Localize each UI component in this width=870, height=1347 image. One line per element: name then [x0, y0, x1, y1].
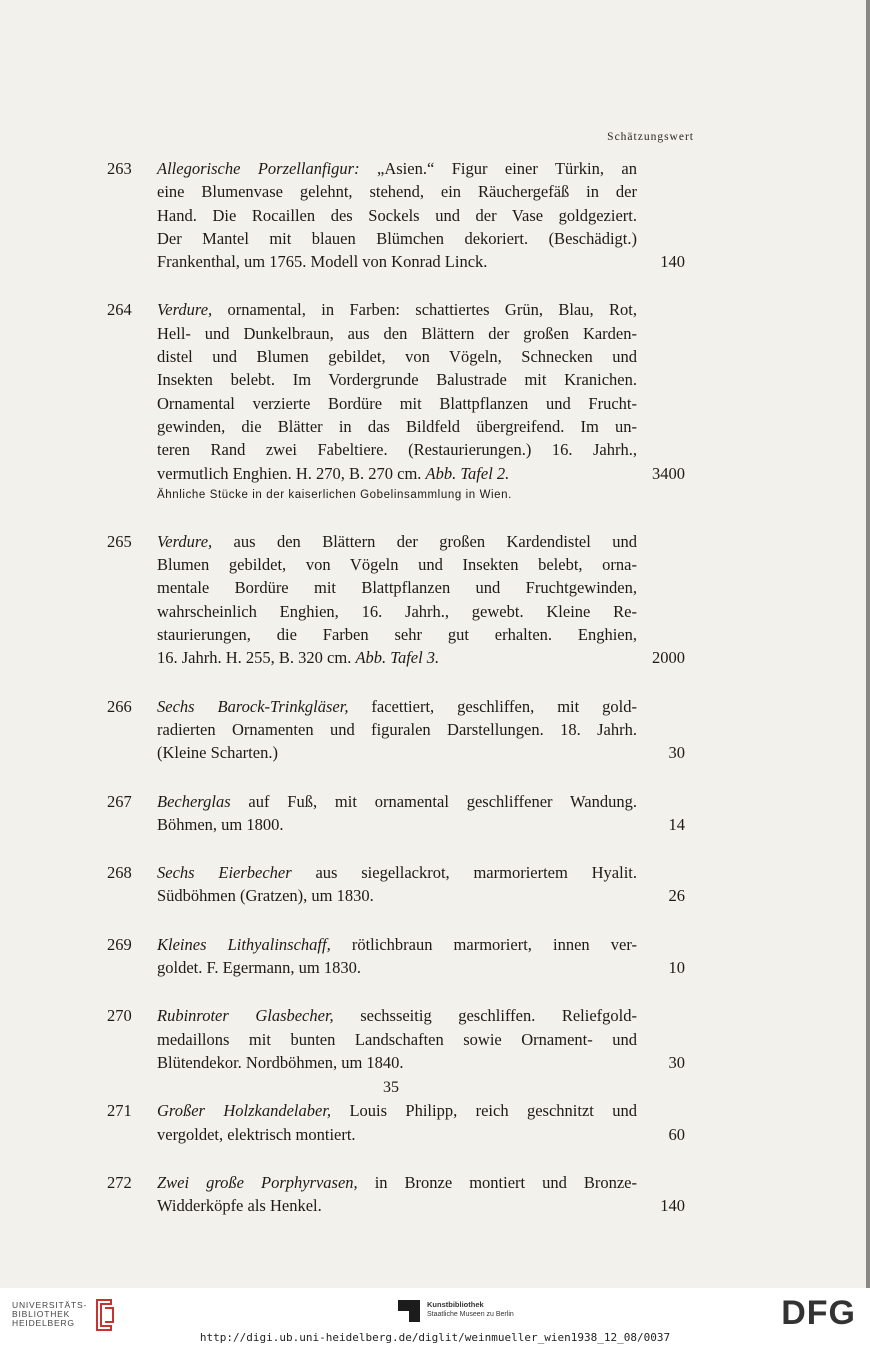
estimate-price: 60 [668, 1124, 685, 1144]
entry-text: Hand. Die Rocaillen des Sockels und der Vase goldgeziert. [157, 205, 637, 225]
university-library-name [12, 1301, 87, 1328]
entry-line [157, 933, 637, 956]
column-header-estimate: Schätzungswert [607, 131, 694, 143]
entry-text: vermutlich Enghien. H. 270, B. 270 cm. [157, 463, 426, 483]
entry-text: auf Fuß, mit ornamental geschliffener Wandung. [230, 791, 637, 811]
entry-text: aus siegellackrot, marmoriertem Hyalit. [291, 863, 637, 883]
entry-text: distel und Blumen gebildet, von Vögeln, Schnecken und [157, 347, 637, 367]
entry-line [157, 157, 637, 180]
catalog-entry [0, 1099, 866, 1146]
entry-text: in Bronze montiert und Bronze- [357, 1172, 637, 1192]
entry-title: Rubinroter Glasbecher, [157, 1006, 334, 1026]
kunstbibliothek-text [427, 1300, 514, 1319]
entry-text: wahrscheinlich Enghien, 16. Jahrh., gewebt. Kleine Re- [157, 601, 637, 621]
catalog-entry [0, 1171, 866, 1218]
entry-title: Sechs Eierbecher [157, 863, 292, 883]
entry-line [157, 646, 637, 669]
entry-line [157, 345, 637, 368]
entry-line [157, 1194, 637, 1217]
page-number: 35 [383, 1079, 399, 1096]
entry-line [157, 368, 637, 391]
entry-line [157, 250, 637, 273]
entry-description [157, 1099, 637, 1146]
catalog-entry [0, 298, 866, 504]
entry-text: rötlichbraun marmoriert, innen ver- [330, 934, 637, 954]
entry-text: vergoldet, elektrisch montiert. [157, 1124, 356, 1144]
entry-number: 264 [107, 300, 132, 320]
entry-number: 267 [107, 791, 132, 811]
entry-line [157, 576, 637, 599]
entry-line [157, 1028, 637, 1051]
university-line: HEIDELBERG [12, 1317, 75, 1328]
entry-title: Verdure, [157, 300, 213, 320]
entry-text: Böhmen, um 1800. [157, 814, 284, 834]
catalog-entry [0, 790, 866, 837]
catalog-entry [0, 530, 866, 670]
entry-text: Blumen gebildet, von Vögeln und Insekten belebt, orna- [157, 555, 637, 575]
entry-number: 266 [107, 696, 132, 716]
entry-text: Louis Philipp, reich geschnitzt und [331, 1101, 637, 1121]
entry-line [157, 1171, 637, 1194]
entry-text: Ornamental verzierte Bordüre mit Blattpflanzen und Frucht- [157, 393, 637, 413]
entry-title: Becherglas [157, 791, 231, 811]
catalog-entry [0, 157, 866, 273]
estimate-price: 26 [668, 886, 685, 906]
entry-line [157, 322, 637, 345]
estimate-price: 2000 [652, 648, 685, 668]
university-line: UNIVERSITÄTS- [12, 1299, 88, 1310]
entry-text: eine Blumenvase gelehnt, stehend, ein Räuchergefäß in der [157, 182, 637, 202]
entry-line [157, 392, 637, 415]
entry-line [157, 298, 637, 321]
entry-text: radierten Ornamenten und figuralen Darstellungen. 18. Jahrh. [157, 719, 637, 739]
entry-text: Hell- und Dunkelbraun, aus den Blättern der großen Karden- [157, 323, 637, 343]
entry-line [157, 180, 637, 203]
estimate-price: 14 [668, 814, 685, 834]
entry-description [157, 933, 637, 980]
entry-title: Kleines Lithyalinschaff, [157, 934, 331, 954]
entry-note: Ähnliche Stücke in der kaiserlichen Gobelinsammlung in Wien. [157, 488, 512, 501]
entry-line [157, 600, 637, 623]
entry-text: ornamental, in Farben: schattiertes Grün, Blau, Rot, [212, 300, 637, 320]
estimate-price: 140 [660, 252, 685, 272]
estimate-price: 30 [668, 1052, 685, 1072]
entry-text: Frankenthal, um 1765. Modell von Konrad Linck. [157, 252, 488, 272]
entry-line [157, 623, 637, 646]
catalog-entry [0, 933, 866, 980]
entry-description [157, 861, 637, 908]
entry-line [157, 462, 637, 485]
entry-title: Sechs Barock-Trinkgläser, [157, 696, 349, 716]
university-line: BIBLIOTHEK [12, 1308, 71, 1319]
estimate-price: 30 [668, 743, 685, 763]
catalog-entries [0, 157, 866, 1242]
entry-description [157, 298, 637, 504]
entry-number: 263 [107, 159, 132, 178]
entry-text: Insekten belebt. Im Vordergrunde Balustrade mit Kranichen. [157, 370, 637, 390]
entry-line [157, 1099, 637, 1122]
entry-text: Der Mantel mit blauen Blümchen dekoriert. (Beschädigt.) [157, 228, 637, 248]
entry-line [157, 227, 637, 250]
entry-description [157, 157, 637, 273]
entry-text: Blütendekor. Nordböhmen, um 1840. [157, 1052, 404, 1072]
kunstbibliothek-logo[interactable] [398, 1300, 514, 1322]
entry-title: Zwei große Porphyrvasen, [157, 1172, 358, 1192]
permalink-url[interactable]: http://digi.ub.uni-heidelberg.de/diglit/weinmueller_wien1938_12_08/0037 [199, 1331, 671, 1344]
estimate-price: 140 [660, 1196, 685, 1216]
entry-number: 268 [107, 863, 132, 883]
entry-description [157, 695, 637, 765]
entry-description [157, 530, 637, 670]
entry-line [157, 956, 637, 979]
entry-number: 269 [107, 934, 132, 954]
footer-bar [0, 1288, 870, 1347]
catalog-entry [0, 861, 866, 908]
entry-line [157, 415, 637, 438]
entry-line [157, 1123, 637, 1146]
entry-number: 265 [107, 531, 132, 551]
entry-line [157, 813, 637, 836]
catalog-entry [0, 695, 866, 765]
entry-line [157, 204, 637, 227]
university-library-logo[interactable] [12, 1296, 117, 1332]
kunstbibliothek-mark-icon [398, 1300, 420, 1322]
entry-title: Allegorische Porzellanfigur: [157, 159, 360, 178]
entry-text: Widderköpfe als Henkel. [157, 1196, 322, 1216]
entry-line [157, 530, 637, 553]
entry-text: medaillons mit bunten Landschaften sowie Ornament- und [157, 1029, 637, 1049]
entry-text: facettiert, geschliffen, mit gold- [348, 696, 637, 716]
entry-line [157, 1051, 637, 1074]
entry-number: 271 [107, 1101, 132, 1121]
entry-line [157, 884, 637, 907]
plate-reference: Abb. Tafel 2. [425, 463, 510, 483]
entry-title: Großer Holzkandelaber, [157, 1101, 332, 1121]
entry-line [157, 718, 637, 741]
entry-text: mentale Bordüre mit Blattpflanzen und Fruchtgewinden, [157, 578, 637, 598]
entry-text: Südböhmen (Gratzen), um 1830. [157, 886, 374, 906]
entry-text: staurierungen, die Farben sehr gut erhalten. Enghien, [157, 625, 637, 645]
entry-text: goldet. F. Egermann, um 1830. [157, 958, 361, 978]
entry-text: teren Rand zwei Fabeltiere. (Restaurierungen.) 16. Jahrh., [157, 440, 637, 460]
entry-number: 272 [107, 1172, 132, 1192]
entry-text: „Asien.“ Figur einer Türkin, an [359, 159, 637, 178]
entry-line [157, 1004, 637, 1027]
entry-line [157, 695, 637, 718]
entry-text: (Kleine Scharten.) [157, 743, 278, 763]
entry-description [157, 1004, 637, 1074]
entry-line [157, 861, 637, 884]
entry-text: gewinden, die Blätter in das Bildfeld übergreifend. Im un- [157, 416, 637, 436]
estimate-price: 3400 [652, 463, 685, 483]
university-seal-icon [93, 1296, 117, 1332]
entry-text: aus den Blättern der großen Kardendistel und [212, 531, 637, 551]
plate-reference: Abb. Tafel 3. [355, 648, 440, 668]
catalog-entry [0, 1004, 866, 1074]
estimate-price: 10 [668, 958, 685, 978]
entry-title: Verdure, [157, 531, 213, 551]
entry-description [157, 1171, 637, 1218]
entry-text: 16. Jahrh. H. 255, B. 320 cm. [157, 648, 356, 668]
entry-number: 270 [107, 1006, 132, 1026]
kunstbibliothek-name: Kunstbibliothek [427, 1300, 484, 1309]
entry-line [157, 790, 637, 813]
entry-line [157, 438, 637, 461]
entry-line [157, 553, 637, 576]
entry-text: sechsseitig geschliffen. Reliefgold- [333, 1006, 637, 1026]
entry-description [157, 790, 637, 837]
dfg-logo[interactable]: DFG [781, 1294, 856, 1332]
kunstbibliothek-subtitle: Staatliche Museen zu Berlin [427, 1311, 514, 1318]
entry-line [157, 741, 637, 764]
